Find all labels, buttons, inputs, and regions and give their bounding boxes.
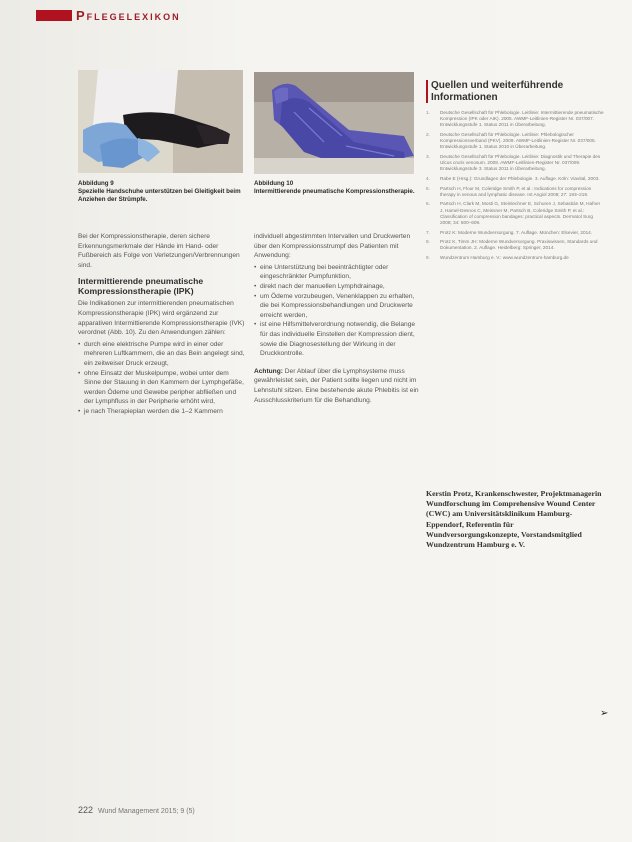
journal-citation: Wund Management 2015; 9 (5)	[97, 808, 195, 815]
column1-intro: Bei der Kompressionstherapie, deren sichere Erkennungsmerkmale der Hände im Hand- oder Fußbereich als Folge von Verletzungen/Verbrennungen sind.	[78, 233, 240, 269]
figure-9-photo	[78, 70, 243, 173]
list-item: • eine Unterstützung bei beeinträchtigter oder eingeschränkter Pumpfunktion,	[254, 263, 420, 282]
column2-bullet-list	[254, 263, 420, 359]
section-title: Pflegelexikon	[76, 8, 181, 23]
figure-10-label: Abbildung 10	[254, 180, 294, 187]
gloved-hands-photo	[78, 70, 243, 173]
reference-item: 7. Protz K: Moderne Wundversorgung. 7. Auflage. München: Elsevier, 2014.	[426, 229, 593, 235]
mouse-cursor-icon: ➢	[600, 708, 609, 719]
reference-item: 5. Partsch H, Flour M, Coleridge Smith P, et al.: Indications for compression therapy in venous and lymphatic disease. Int Angiol 2008; 27: 193–219.	[426, 185, 592, 197]
column2-body: individuell abgestimmten Intervallen und Druckwerten über den Kompressionsstrumpf des Patienten mit Anwendung:	[254, 233, 411, 260]
text-column-2	[254, 232, 420, 407]
reference-item: 6. Partsch H, Clark M, Mosti G, Steinlechner E, Schuren J, Sebastián M, Hafner J, Hamel-Desnos C, Meissner M, Partsch B, Coleridge Smith P, et al.: Classification of compression bandages: practical aspects. Dermatol Surg 2008; 34: 600–609.	[426, 201, 601, 225]
figure-10-caption	[254, 180, 419, 196]
reference-item: 4. Rabe E (Hrsg.): Grundlagen der Phlebologie. 3. Auflage. Köln: Viavital, 2003.	[426, 176, 600, 181]
caution-label: Achtung:	[254, 367, 283, 375]
reference-item: 9. Wundzentrum Hamburg e. V.: www.wundzentrum-hamburg.de	[426, 254, 569, 260]
page-number: 222	[78, 805, 94, 815]
reference-item: 2. Deutsche Gesellschaft für Phlebologie. Leitlinie: Phlebologischer Kompressionsverband (PKV). 2009. AWMF-Leitlinien-Register Nr. 037/005. Entwicklungsstufe 1. Status 2010 in Überarbeitung.	[426, 132, 596, 150]
figure-10-photo	[254, 72, 414, 174]
reference-item: 3. Deutsche Gesellschaft für Phlebologie. Leitlinie: Diagnostik und Therapie des Ulcus cruris venosum. 2008. AWMF-Leitlinien-Register Nr. 037/009. Entwicklungsstufe 3. Status 2011 in Überarbeitung.	[426, 154, 601, 172]
text-column-1	[78, 232, 246, 417]
list-item: • ist eine Hilfsmittelverordnung notwendig, die Belange für das individuelle Einstellen der Kompression dient, sowie die Diagnosestellung der Wirkung in der Druckkontrolle.	[254, 320, 420, 358]
list-item: • ohne Einsatz der Muskelpumpe, wobei unter dem Sinne der Stauung in den Kammern der Lymphgefäße, werden Ödeme und Gewebe peripher abfließen und der Lymphfluss in der Peripherie erhöht wird,	[78, 369, 246, 407]
reference-item: 1. Deutsche Gesellschaft für Phlebologie. Leitlinie: Intermittierende pneumatische Kompression (IPK oder AIK). 2005. AWMF-Leitlinien-Register Nr. 037/007. Entwicklungsstufe 1. Status 2011 in Überarbeitung.	[426, 110, 604, 128]
references-title: Quellen und weiterführende Informationen	[426, 80, 606, 103]
page-footer	[78, 805, 195, 815]
list-item: • je nach Therapieplan werden die 1–2 Kammern	[78, 407, 246, 417]
section-color-bar	[36, 10, 72, 21]
list-item: • direkt nach der manuellen Lymphdrainage,	[254, 282, 420, 292]
column1-bullet-list	[78, 340, 246, 417]
author-bio: Kerstin Protz, Krankenschwester, Projektmanagerin Wundforschung im Comprehensive Wound Center (CWC) am Universitätsklinikum Hamburg-Eppendorf, Referentin für Wundversorgungskonzepte, Vorstandsmitglied Wundzentrum Hamburg e. V.	[426, 489, 602, 550]
figure-10-caption-text: Intermittierende pneumatische Kompressionstherapie.	[254, 188, 415, 195]
ipk-subheading: Intermittierende pneumatische Kompressionstherapie (IPK)	[78, 276, 204, 297]
caution-note	[254, 367, 420, 405]
list-item: • durch eine elektrische Pumpe wird in einer oder mehreren Luftkammern, die an das Bein angelegt sind, ein zeitweiser Druck erzeugt,	[78, 340, 246, 369]
figure-9-caption	[78, 180, 248, 204]
compression-sleeve-photo	[254, 72, 414, 174]
column1-body: Die Indikationen zur intermittierenden pneumatischen Kompressionstherapie (IPK) wird ergänzend zur apparativen Intermittierende Kompressionstherapie (IVK) verordnet (Abb. 10). Zu den Anwendungen zählen:	[78, 300, 245, 337]
figure-9-caption-text: Spezielle Handschuhe unterstützen bei Gleitigkeit beim Anziehen der Strümpfe.	[78, 188, 241, 203]
references-list	[426, 110, 604, 265]
figure-9-label: Abbildung 9	[78, 180, 114, 187]
list-item: • um Ödeme vorzubeugen, Venenklappen zu erhalten, die bei Kompressionsbehandlungen und Druckwerte erreicht werden,	[254, 292, 420, 321]
reference-item: 8. Protz K, Timm JH: Moderne Wundversorgung. Praxiswissen, Standards und Dokumentation. 2. Auflage. Heidelberg: Springer, 2014.	[426, 239, 598, 251]
caution-text: Der Ablauf über die Lymphsysteme muss gewährleistet sein, der Patient sollte liegen und nicht im Lehnstuhl sitzen. Eine bestehende akute Phlebitis ist ein Ausschlusskriterium für die Behandlung.	[254, 367, 419, 404]
